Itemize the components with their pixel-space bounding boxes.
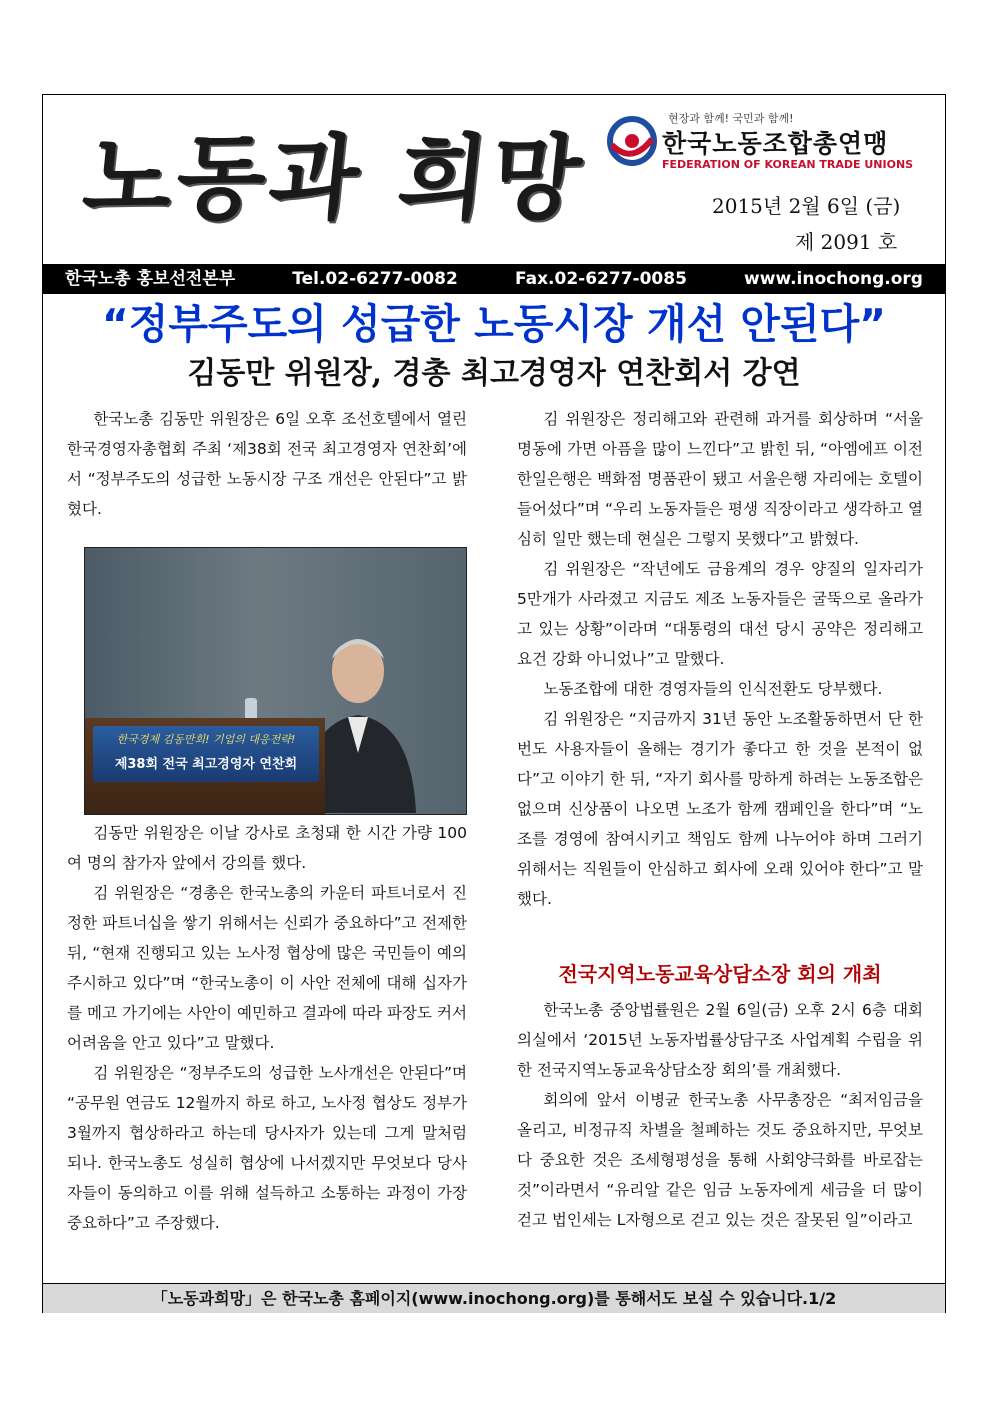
paragraph: 한국노총 중앙법률원은 2월 6일(금) 오후 2시 6층 대회의실에서 ‘2015년 노동자법률상담구조 사업계획 수립을 위한 전국지역노동교육상담소장 회의’를 개최했다. [517,1001,923,1079]
article-column-right [517,404,923,914]
event-banner [93,726,319,782]
paragraph: 김동만 위원장은 이날 강사로 초청돼 한 시간 가량 100여 명의 참가자 앞에서 강의를 했다. [67,824,467,872]
paragraph: 김 위원장은 “지금까지 31년 동안 노조활동하면서 단 한번도 사용자들이 올해는 경기가 좋다고 한 것을 본적이 없다”고 이야기 한 뒤, “자기 회사를 망하게 하려는 노동조합은 없으며 신상품이 나오면 노조가 함께 캠페인을 한다”며 “노조를 경영에 참여시키고 책임도 함께 나누어야 하며 그러기 위해서는 직원들이 안심하고 회사에 오래 있어야 한다”고 말했다. [517,710,923,908]
article-column-left-bottom [67,818,467,1238]
banner-slogan: 한국경제 김동만회! 기업의 대응전략! [116,733,296,746]
telephone: Tel.02-6277-0082 [292,269,458,289]
contact-bar [43,264,945,294]
subheadline: 김동만 위원장, 경총 최고경영자 연찬회서 강연 [187,356,801,391]
paragraph: 한국노총 김동만 위원장은 6일 오후 조선호텔에서 열린 한국경영자총협회 주최 ‘제38회 전국 최고경영자 연찬회’에서 “정부주도의 성급한 노동시장 구조 개선은 안된다”고 밝혔다. [67,410,467,518]
slogan: 현장과 함께! 국민과 함께! [668,112,794,125]
fktu-logo-icon [606,115,658,167]
issue-date: 2015년 2월 6일 (금) [712,194,901,218]
paragraph: 노동조합에 대한 경영자들의 인식전환도 당부했다. [543,680,883,698]
org-name-en: FEDERATION OF KOREAN TRADE UNIONS [662,158,914,171]
paragraph: 회의에 앞서 이병균 한국노총 사무총장은 “최저임금을 올리고, 비정규직 차별을 철폐하는 것도 중요하지만, 무엇보다 중요한 것은 조세형평성을 통해 사회양극화를 바로잡는 것”이라면서 “유리알 같은 임금 노동자에게 세금을 더 많이 걷고 법인세는 L자형으로 걷고 있는 것은 잘못된 일”이라고 [517,1091,923,1229]
banner-title: 제38회 전국 최고경영자 연찬회 [114,757,298,772]
paragraph: 김 위원장은 정리해고와 관련해 과거를 회상하며 “서울 명동에 가면 아픔을 많이 느낀다”고 밝힌 뒤, “아엠에프 이전 한일은행은 백화점 명품관이 됐고 서울은행 자리에는 호텔이 들어섰다”며 “우리 노동자들은 평생 직장이라고 생각하고 열심히 일만 했는데 현실은 그렇지 못했다”고 밝혔다. [517,410,923,548]
paragraph: 김 위원장은 “작년에도 금융계의 경우 양질의 일자리가 5만개가 사라졌고 지금도 제조 노동자들은 굴뚝으로 올라가고 있는 상황”이라며 “대통령의 대선 당시 공약은 정리해고 요건 강화 아니었나”고 말했다. [517,560,923,668]
department-label: 한국노총 홍보선전본부 [65,269,236,289]
masthead-title: 노동과 희망 [78,124,591,232]
issue-number: 제 2091 호 [795,230,898,254]
footer-notice: 「노동과희망」은 한국노총 홈페이지(www.inochong.org)를 통해서도 보실 수 있습니다.1/2 [43,1283,945,1313]
org-name: 한국노동조합총연맹 [662,129,889,158]
article-column-left-top [67,404,467,524]
section-title: 전국지역노동교육상담소장 회의 개최 [558,962,882,986]
paragraph: 김 위원장은 “정부주도의 성급한 노사개선은 안된다”며 “공무원 연금도 12월까지 하로 하고, 노사정 협상도 정부가 3월까지 협상하라고 하는데 당사자가 있는데 그게 말처럼 되나. 한국노총도 성실히 협상에 나서겠지만 무엇보다 당사자들이 동의하고 이를 위해 설득하고 소통하는 과정이 가장 중요하다”고 주장했다. [67,1064,467,1232]
headline: “정부주도의 성급한 노동시장 개선 안된다” [101,300,887,348]
fax: Fax.02-6277-0085 [514,269,687,289]
speaker-photo [84,547,467,815]
section-body [517,995,923,1235]
paragraph: 김 위원장은 “경총은 한국노총의 카운터 파트너로서 진정한 파트너십을 쌓기 위해서는 신뢰가 중요하다”고 전제한 뒤, “현재 진행되고 있는 노사정 협상에 많은 국민들이 예의 주시하고 있다”며 “한국노총이 이 사안 전체에 대해 십자가를 메고 가기에는 사안이 예민하고 결과에 따라 파장도 커서 어려움을 안고 있다”고 말했다. [67,884,467,1052]
website-link[interactable]: www.inochong.org [744,269,923,289]
